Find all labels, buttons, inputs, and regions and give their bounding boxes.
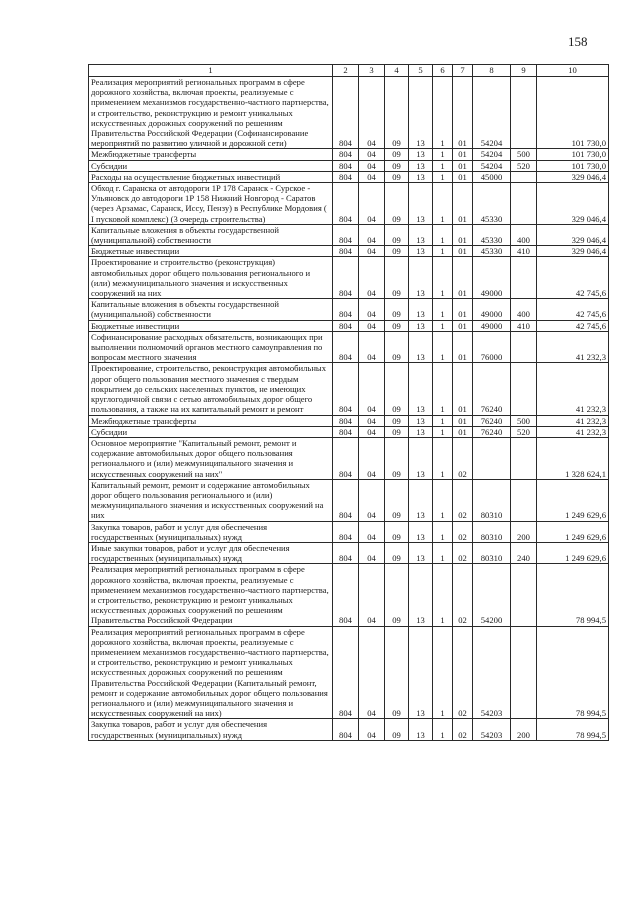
cell-code-5: 13 [409,257,433,299]
header-cell: 8 [473,65,511,77]
cell-code-8: 54204 [473,160,511,171]
cell-code-4: 09 [385,426,409,437]
cell-code-2: 804 [333,426,359,437]
cell-code-8: 54203 [473,626,511,719]
cell-code-4: 09 [385,479,409,521]
cell-code-4: 09 [385,257,409,299]
cell-code-7: 02 [453,719,473,740]
cell-code-5: 13 [409,77,433,149]
cell-code-7: 02 [453,521,473,542]
table-row [89,564,609,626]
cell-code-6: 1 [433,171,453,182]
cell-code-3: 04 [359,521,385,542]
cell-code-9 [511,331,537,363]
cell-amount: 42 745,6 [537,299,609,320]
cell-code-7: 01 [453,363,473,415]
row-description: Капитальный ремонт, ремонт и содержание автомобильных дорог общего пользования регионального и (или) межмуниципального значения и искусственных сооружений на них [89,479,333,521]
cell-amount: 41 232,3 [537,363,609,415]
cell-amount: 329 046,4 [537,246,609,257]
cell-code-7: 02 [453,437,473,479]
cell-code-8: 45330 [473,183,511,225]
row-description: Межбюджетные трансферты [89,149,333,160]
cell-code-8: 45330 [473,246,511,257]
cell-code-4: 09 [385,626,409,719]
table-header-row [89,65,609,77]
cell-amount: 78 994,5 [537,626,609,719]
budget-table [88,64,609,741]
cell-code-4: 09 [385,331,409,363]
cell-code-7: 01 [453,426,473,437]
cell-code-3: 04 [359,77,385,149]
cell-code-3: 04 [359,331,385,363]
cell-code-2: 804 [333,719,359,740]
row-description: Реализация мероприятий региональных программ в сфере дорожного хозяйства, включая проекты, реализуемые с применением механизмов государственно-частного партнерства, и строительство, реконструкцию и ремонт уникальных искусственных дорожных сооружений по решениям Правительства Российской Федерации (Софинансирование мероприятий по развитию уличной и дорожной сети) [89,77,333,149]
cell-code-7: 01 [453,320,473,331]
cell-code-9: 200 [511,521,537,542]
cell-code-4: 09 [385,320,409,331]
cell-code-5: 13 [409,426,433,437]
table-row [89,160,609,171]
cell-code-3: 04 [359,160,385,171]
cell-amount: 1 249 629,6 [537,542,609,563]
cell-amount: 1 249 629,6 [537,479,609,521]
table-row [89,415,609,426]
cell-code-6: 1 [433,160,453,171]
cell-code-5: 13 [409,320,433,331]
row-description: Субсидии [89,160,333,171]
row-description: Субсидии [89,426,333,437]
cell-code-9: 410 [511,246,537,257]
row-description: Межбюджетные трансферты [89,415,333,426]
cell-code-7: 01 [453,183,473,225]
cell-code-6: 1 [433,521,453,542]
table-row [89,77,609,149]
table-row [89,479,609,521]
cell-code-6: 1 [433,77,453,149]
cell-code-5: 13 [409,160,433,171]
row-description: Обход г. Саранска от автодороги 1Р 178 Саранск - Сурское - Ульяновск до автодороги 1Р 158 Нижний Новгород - Саратов (через Арзамас, Саранск, Исcу, Пензу) в Республике Мордовия ( I пусковой комплекс) (3 очередь строительства) [89,183,333,225]
table-row [89,320,609,331]
cell-code-4: 09 [385,183,409,225]
cell-code-2: 804 [333,149,359,160]
cell-code-4: 09 [385,564,409,626]
cell-code-5: 13 [409,183,433,225]
cell-code-9: 240 [511,542,537,563]
cell-code-8: 76240 [473,415,511,426]
cell-code-5: 13 [409,437,433,479]
cell-code-6: 1 [433,246,453,257]
cell-amount: 329 046,4 [537,224,609,245]
cell-code-2: 804 [333,415,359,426]
cell-code-7: 01 [453,415,473,426]
cell-code-8: 80310 [473,479,511,521]
cell-code-6: 1 [433,437,453,479]
header-cell: 10 [537,65,609,77]
cell-code-4: 09 [385,542,409,563]
cell-code-2: 804 [333,521,359,542]
cell-code-9 [511,77,537,149]
cell-code-2: 804 [333,77,359,149]
cell-code-3: 04 [359,149,385,160]
cell-code-5: 13 [409,719,433,740]
cell-code-7: 01 [453,246,473,257]
cell-code-6: 1 [433,542,453,563]
cell-code-5: 13 [409,542,433,563]
table-row [89,183,609,225]
cell-code-6: 1 [433,183,453,225]
cell-code-5: 13 [409,626,433,719]
cell-code-7: 01 [453,77,473,149]
cell-code-5: 13 [409,246,433,257]
header-cell: 1 [89,65,333,77]
cell-code-2: 804 [333,299,359,320]
cell-code-2: 804 [333,542,359,563]
cell-code-9 [511,171,537,182]
cell-code-8: 54203 [473,719,511,740]
cell-code-2: 804 [333,257,359,299]
table-row [89,224,609,245]
cell-code-3: 04 [359,437,385,479]
cell-amount: 329 046,4 [537,171,609,182]
table-body [89,77,609,741]
cell-code-9: 500 [511,149,537,160]
cell-code-2: 804 [333,224,359,245]
table-row [89,626,609,719]
cell-code-4: 09 [385,77,409,149]
row-description: Проектирование, строительство, реконструкция автомобильных дорог общего пользования местного значения с твердым покрытием до сельских населенных пунктов, не имеющих круглогодичной связи с сетью автомобильных дорог общего пользования, а также на их капитальный ремонт и ремонт [89,363,333,415]
cell-code-9: 520 [511,160,537,171]
cell-code-5: 13 [409,564,433,626]
cell-code-5: 13 [409,149,433,160]
cell-code-8: 54204 [473,149,511,160]
cell-code-2: 804 [333,564,359,626]
cell-code-2: 804 [333,363,359,415]
cell-code-6: 1 [433,564,453,626]
cell-code-7: 01 [453,257,473,299]
page-number: 158 [568,34,588,49]
cell-code-4: 09 [385,171,409,182]
cell-code-8 [473,437,511,479]
cell-code-7: 02 [453,626,473,719]
header-cell: 2 [333,65,359,77]
cell-code-2: 804 [333,171,359,182]
header-cell: 7 [453,65,473,77]
row-description: Реализация мероприятий региональных программ в сфере дорожного хозяйства, включая проекты, реализуемые с применением механизмов государственно-частного партнерства, и строительство, реконструкцию и ремонт уникальных искусственных дорожных сооружений по решениям Правительства Российской Федерации (Капитальный ремонт, ремонт и содержание автомобильных дорог общего пользования регионального и (или) межмуниципального значения и искусственных сооружений на них) [89,626,333,719]
cell-amount: 101 730,0 [537,160,609,171]
cell-code-8: 49000 [473,320,511,331]
cell-code-6: 1 [433,415,453,426]
cell-code-8: 45330 [473,224,511,245]
cell-amount: 42 745,6 [537,320,609,331]
row-description: Реализация мероприятий региональных программ в сфере дорожного хозяйства, включая проекты, реализуемые с применением механизмов государственно-частного партнерства, и строительство, реконструкцию и ремонт уникальных искусственных дорожных сооружений по решениям Правительства Российской Федерации [89,564,333,626]
header-cell: 4 [385,65,409,77]
cell-code-7: 02 [453,479,473,521]
cell-code-2: 804 [333,183,359,225]
cell-code-4: 09 [385,415,409,426]
table-row [89,719,609,740]
table-row [89,149,609,160]
table-row [89,257,609,299]
cell-code-5: 13 [409,363,433,415]
cell-code-2: 804 [333,320,359,331]
cell-code-6: 1 [433,149,453,160]
cell-amount: 78 994,5 [537,719,609,740]
cell-amount: 42 745,6 [537,257,609,299]
cell-amount: 78 994,5 [537,564,609,626]
cell-amount: 1 328 624,1 [537,437,609,479]
cell-code-9 [511,479,537,521]
cell-code-9: 400 [511,224,537,245]
cell-code-4: 09 [385,224,409,245]
row-description: Закупка товаров, работ и услуг для обеспечения государственных (муниципальных) нужд [89,719,333,740]
cell-code-6: 1 [433,719,453,740]
table-row [89,363,609,415]
cell-code-7: 01 [453,171,473,182]
cell-code-8: 80310 [473,542,511,563]
cell-code-4: 09 [385,160,409,171]
table-row [89,426,609,437]
row-description: Основное мероприятие "Капитальный ремонт, ремонт и содержание автомобильных дорог общего пользования регионального и (или) межмуниципального значения и искусственных сооружений на них" [89,437,333,479]
cell-code-4: 09 [385,299,409,320]
cell-code-8: 80310 [473,521,511,542]
cell-code-6: 1 [433,363,453,415]
cell-code-2: 804 [333,160,359,171]
cell-code-8: 76240 [473,426,511,437]
cell-code-3: 04 [359,171,385,182]
cell-amount: 101 730,0 [537,77,609,149]
cell-code-6: 1 [433,257,453,299]
cell-code-6: 1 [433,299,453,320]
cell-code-7: 01 [453,224,473,245]
cell-code-5: 13 [409,171,433,182]
cell-code-3: 04 [359,719,385,740]
cell-code-3: 04 [359,246,385,257]
cell-amount: 41 232,3 [537,415,609,426]
cell-code-6: 1 [433,626,453,719]
header-cell: 5 [409,65,433,77]
cell-code-9: 410 [511,320,537,331]
cell-code-5: 13 [409,521,433,542]
cell-code-4: 09 [385,246,409,257]
row-description: Бюджетные инвестиции [89,320,333,331]
row-description: Бюджетные инвестиции [89,246,333,257]
cell-amount: 41 232,3 [537,426,609,437]
cell-code-2: 804 [333,437,359,479]
cell-code-2: 804 [333,331,359,363]
cell-code-6: 1 [433,320,453,331]
cell-code-9 [511,626,537,719]
cell-code-9 [511,437,537,479]
cell-code-8: 54204 [473,77,511,149]
cell-code-3: 04 [359,542,385,563]
row-description: Расходы на осуществление бюджетных инвестиций [89,171,333,182]
cell-code-7: 01 [453,149,473,160]
cell-code-2: 804 [333,626,359,719]
cell-code-9 [511,183,537,225]
row-description: Софинансирование расходных обязательств, возникающих при выполнении полномочий органов местного самоуправления по вопросам местного значения [89,331,333,363]
cell-amount: 101 730,0 [537,149,609,160]
cell-code-5: 13 [409,331,433,363]
cell-code-5: 13 [409,224,433,245]
header-cell: 6 [433,65,453,77]
cell-code-8: 76240 [473,363,511,415]
cell-code-3: 04 [359,224,385,245]
cell-code-6: 1 [433,426,453,437]
cell-code-8: 45000 [473,171,511,182]
table-row [89,299,609,320]
cell-code-4: 09 [385,363,409,415]
cell-code-3: 04 [359,564,385,626]
row-description: Закупка товаров, работ и услуг для обеспечения государственных (муниципальных) нужд [89,521,333,542]
cell-code-6: 1 [433,224,453,245]
cell-code-9 [511,257,537,299]
row-description: Иные закупки товаров, работ и услуг для обеспечения государственных (муниципальных) нужд [89,542,333,563]
cell-code-5: 13 [409,415,433,426]
header-cell: 3 [359,65,385,77]
cell-amount: 329 046,4 [537,183,609,225]
cell-code-6: 1 [433,479,453,521]
cell-code-9: 520 [511,426,537,437]
cell-code-5: 13 [409,299,433,320]
cell-code-4: 09 [385,149,409,160]
table-row [89,437,609,479]
table-row [89,521,609,542]
table-row [89,171,609,182]
cell-code-9: 500 [511,415,537,426]
cell-code-9: 400 [511,299,537,320]
row-description: Проектирование и строительство (реконструкция) автомобильных дорог общего пользования регионального и (или) межмуниципального значения и искусственных сооружений на них [89,257,333,299]
cell-code-4: 09 [385,521,409,542]
header-cell: 9 [511,65,537,77]
cell-code-7: 01 [453,299,473,320]
table-row [89,331,609,363]
cell-code-9 [511,363,537,415]
cell-code-3: 04 [359,363,385,415]
table-row [89,542,609,563]
row-description: Капитальные вложения в объекты государственной (муниципальной) собственности [89,299,333,320]
cell-code-7: 01 [453,160,473,171]
cell-code-8: 49000 [473,257,511,299]
cell-code-9 [511,564,537,626]
cell-code-3: 04 [359,626,385,719]
cell-amount: 41 232,3 [537,331,609,363]
cell-code-5: 13 [409,479,433,521]
cell-code-4: 09 [385,719,409,740]
cell-code-6: 1 [433,331,453,363]
row-description: Капитальные вложения в объекты государственной (муниципальной) собственности [89,224,333,245]
cell-code-3: 04 [359,415,385,426]
cell-code-8: 49000 [473,299,511,320]
cell-code-3: 04 [359,479,385,521]
cell-code-3: 04 [359,183,385,225]
cell-code-2: 804 [333,479,359,521]
cell-code-3: 04 [359,426,385,437]
cell-code-7: 02 [453,564,473,626]
cell-code-4: 09 [385,437,409,479]
cell-code-2: 804 [333,246,359,257]
cell-code-8: 76000 [473,331,511,363]
cell-code-3: 04 [359,320,385,331]
cell-code-7: 01 [453,331,473,363]
cell-amount: 1 249 629,6 [537,521,609,542]
table-row [89,246,609,257]
cell-code-3: 04 [359,257,385,299]
cell-code-9: 200 [511,719,537,740]
cell-code-8: 54200 [473,564,511,626]
cell-code-3: 04 [359,299,385,320]
cell-code-7: 02 [453,542,473,563]
